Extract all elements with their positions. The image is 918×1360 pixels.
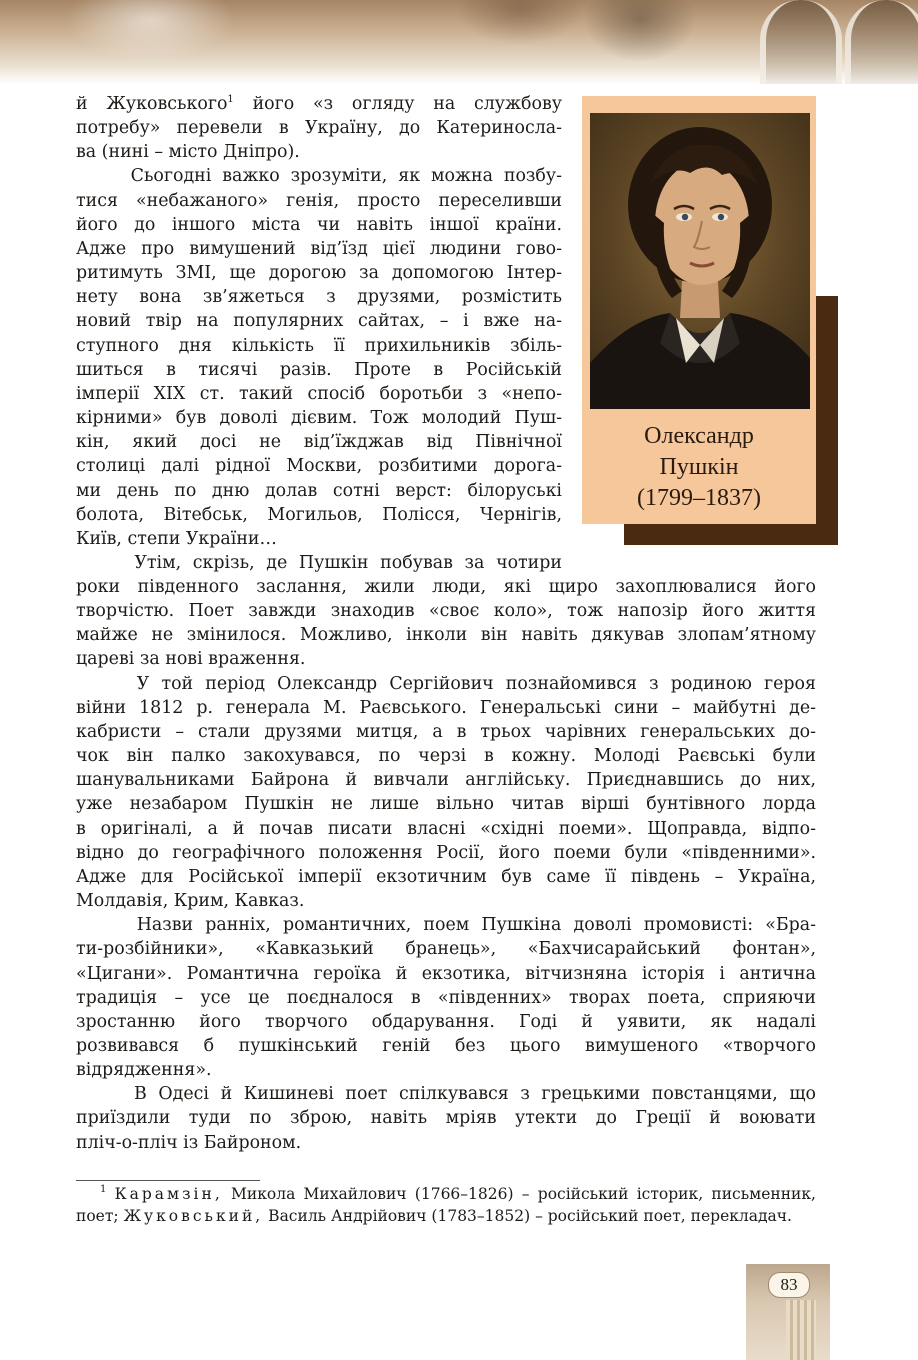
text-line: кірними» був доволі дієвим. Тож молодий Пуш- — [76, 408, 562, 429]
top-column-text — [76, 92, 562, 575]
text-line: його до іншого міста чи навіть іншої країни. — [76, 214, 562, 235]
text-line: розвивався б пушкінський геній без цього вимушеного «творчого — [76, 1035, 816, 1056]
text-line: ми день по дню долав сотні верст: білоруські — [76, 480, 562, 501]
text-line: пліч-о-пліч із Байроном. — [76, 1132, 302, 1153]
footnote-name-karamzin: Карамзін, — [114, 1185, 223, 1203]
text-line: Київ, степи України… — [76, 528, 277, 549]
text-line: новий твір на популярних сайтах, – і вже на- — [76, 311, 562, 332]
portrait-caption — [582, 421, 816, 514]
text-line: У той період Олександр Сергійович познайомився з родиною героя — [76, 673, 816, 694]
portrait-of-alexander-pushkin-icon — [590, 113, 810, 409]
footnote-text-1: Микола Михайлович (1766–1826) – російський історик, письменник, поет; — [76, 1185, 816, 1225]
text-line: Сьогодні важко зрозуміти, як можна позбу- — [76, 166, 562, 187]
text-line: ва (нині – місто Дніпро). — [76, 142, 300, 163]
text-line: ти-розбійники», «Кавказький бранець», «Бахчисарайський фонтан», — [76, 939, 816, 960]
arch-decoration — [760, 0, 842, 84]
footnote — [76, 1184, 816, 1227]
page-number: 83 — [768, 1272, 810, 1298]
text-line: творчістю. Поет завжди знаходив «своє коло», тож напозір його життя — [76, 601, 816, 622]
text-line: імперії XIX ст. такий спосіб боротьби з «непо- — [76, 383, 562, 404]
text-line: уже незабаром Пушкін не лише вільно читав вірші бунтівного лорда — [76, 794, 816, 815]
arch-decoration — [845, 0, 918, 84]
footnote-rule — [76, 1180, 260, 1181]
text-line: цареві за нові враження. — [76, 649, 306, 670]
text-line: в оригіналі, а й почав писати власні «східні поеми». Щоправда, відпо- — [76, 818, 816, 839]
footnote-marker: 1 — [100, 1184, 107, 1195]
text-line: приїздили туди по зброю, навіть мріяв утекти до Греції й воювати — [76, 1108, 816, 1129]
text-line: Молдавія, Крим, Кавказ. — [76, 891, 305, 912]
pillar-decoration — [786, 1300, 816, 1360]
text-line: Адже про вимушений від’їзд цієї людини гово- — [76, 238, 562, 259]
caption-years: (1799–1837) — [637, 485, 761, 511]
text-line: потребу» перевели в Україну, до Катериносла- — [76, 118, 562, 139]
header-decoration — [0, 0, 918, 84]
text-line: Адже для Російської імперії екзотичним був саме її південь – Україна, — [76, 866, 816, 887]
caption-surname: Пушкін — [659, 454, 739, 480]
text-line: нету вона зв’яжеться з друзями, розмістить — [76, 287, 562, 308]
text-line: кабристи – стали друзями митця, а в трьох чарівних генеральських до- — [76, 721, 816, 742]
text-line: майже не змінилося. Можливо, інколи він навіть дякував злопам’ятному — [76, 625, 816, 646]
text-line: й Жуковського$^1$ його «з огляду на службову — [76, 94, 562, 114]
text-line: відно до географічного положення Росії, його поеми були «південними». — [76, 842, 816, 863]
footnote-name-zhukovsky: Жуковський, — [123, 1206, 264, 1225]
text-line: відрядження». — [76, 1060, 212, 1081]
text-line: шиться в тисячі разів. Проте в Російській — [76, 359, 562, 380]
text-line: тися «небажаного» генія, просто переселивши — [76, 190, 562, 211]
body-text — [76, 575, 816, 1155]
text-line: зростанню його творчого обдарування. Годі й уявити, як надалі — [76, 1011, 816, 1032]
text-line: традиція – усе це поєдналося в «південних» творах поета, сприяючи — [76, 987, 816, 1008]
footnote-text-2: Василь Андрійович (1783–1852) – російський поет, перекладач. — [263, 1206, 792, 1225]
text-line: чок він палко закохувався, по черзі в кожну. Молоді Раєвські були — [76, 746, 816, 767]
text-line: столиці далі рідної Москви, розбитими дорога- — [76, 456, 562, 477]
text-line: ритимуть ЗМІ, ще дорогою за допомогою Інтер- — [76, 263, 562, 284]
portrait-image — [590, 113, 810, 409]
text-line: В Одесі й Кишиневі поет спілкувався з грецькими повстанцями, що — [76, 1084, 816, 1105]
text-line: Назви ранніх, романтичних, поем Пушкіна доволі промовисті: «Бра- — [76, 915, 816, 936]
text-line: війни 1812 р. генерала М. Раєвського. Генеральські сини – майбутні де- — [76, 697, 816, 718]
text-line: кін, який досі не від’їжджав від Північної — [76, 432, 562, 453]
text-line: болота, Вітебськ, Могильов, Полісся, Чернігів, — [76, 504, 562, 525]
caption-name: Олександр — [644, 423, 754, 449]
text-line: ступного дня кількість її прихильників збіль- — [76, 335, 562, 356]
text-line: шанувальниками Байрона й вивчали англійську. Приєднавшись до них, — [76, 770, 816, 791]
text-line: Утім, скрізь, де Пушкін побував за чотири — [76, 552, 562, 573]
text-line: «Цигани». Романтична героїка й екзотика, вітчизняна історія і антична — [76, 963, 816, 984]
text-line: роки південного заслання, жили люди, які щиро захоплювалися його — [76, 577, 816, 597]
